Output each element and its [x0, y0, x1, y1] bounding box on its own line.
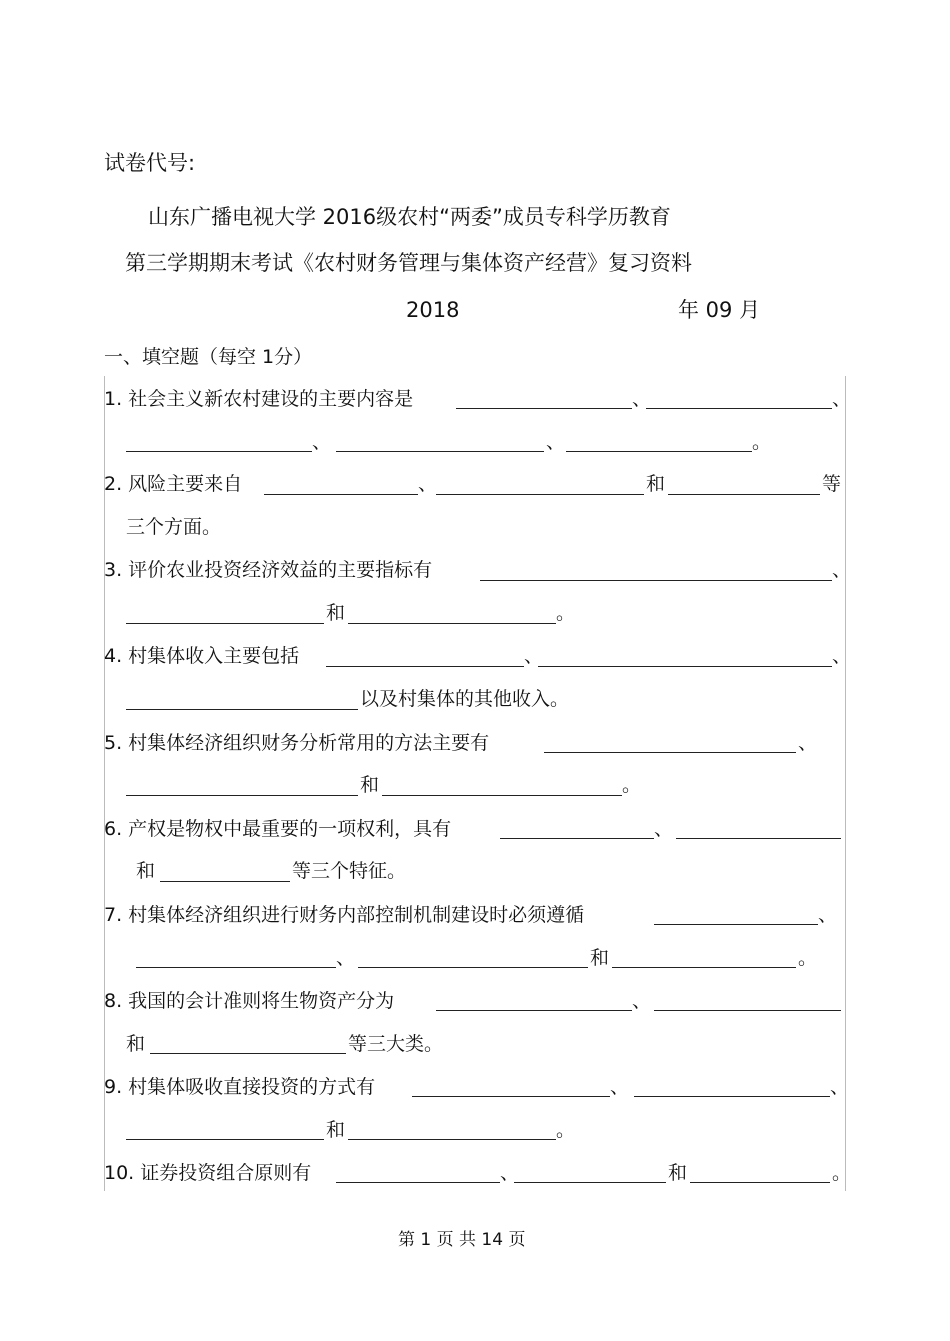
- exam-code-label: 试卷代号:: [104, 151, 196, 175]
- q2-sep-1: 、: [418, 473, 438, 495]
- q10-blank-2[interactable]: [514, 1182, 666, 1183]
- q5-prefix: 5. 村集体经济组织财务分析常用的方法主要有: [104, 732, 490, 754]
- q9-sep-1: 、: [610, 1076, 630, 1098]
- title-line-1: 山东广播电视大学 2016级农村“两委”成员专科学历教育: [148, 205, 671, 229]
- q6-blank-2[interactable]: [676, 838, 841, 839]
- q4-blank-1[interactable]: [326, 666, 524, 667]
- q3-prefix: 3. 评价农业投资经济效益的主要指标有: [104, 559, 433, 581]
- q7-sep-3: 和: [590, 947, 610, 969]
- q9-prefix: 9. 村集体吸收直接投资的方式有: [104, 1076, 376, 1098]
- q7-sep-2: 、: [336, 947, 356, 969]
- q10-prefix: 10. 证券投资组合原则有: [104, 1162, 312, 1184]
- q9-blank-3[interactable]: [126, 1139, 324, 1140]
- q7-blank-1[interactable]: [654, 924, 818, 925]
- q1-blank-1[interactable]: [456, 408, 632, 409]
- q6-end: 等三个特征。: [292, 860, 407, 882]
- q1-blank-5[interactable]: [566, 451, 752, 452]
- q7-end: 。: [798, 947, 818, 969]
- q3-blank-3[interactable]: [348, 623, 556, 624]
- q7-blank-2[interactable]: [136, 967, 336, 968]
- q10-sep-1: 、: [500, 1162, 520, 1184]
- q2-blank-1[interactable]: [264, 494, 418, 495]
- q1-blank-3[interactable]: [126, 451, 312, 452]
- q3-blank-2[interactable]: [126, 623, 324, 624]
- q9-sep-2: 、: [830, 1076, 850, 1098]
- q8-prefix: 8. 我国的会计准则将生物资产分为: [104, 990, 395, 1012]
- q7-sep-1: 、: [818, 904, 838, 926]
- q10-end: 。: [832, 1162, 852, 1184]
- q5-blank-1[interactable]: [544, 752, 796, 753]
- q3-sep-2: 和: [326, 602, 346, 624]
- q1-prefix: 1. 社会主义新农村建设的主要内容是: [104, 388, 414, 410]
- q5-blank-3[interactable]: [382, 795, 622, 796]
- q3-blank-1[interactable]: [480, 580, 832, 581]
- q5-sep-1: 、: [798, 732, 818, 754]
- q9-end: 。: [556, 1119, 576, 1141]
- q1-end: 。: [752, 431, 772, 453]
- content-frame-left: [104, 376, 105, 1191]
- q6-sep-1: 、: [654, 818, 674, 840]
- q5-blank-2[interactable]: [126, 795, 358, 796]
- q1-sep-3: 、: [312, 431, 332, 453]
- q5-sep-2: 和: [360, 774, 380, 796]
- q6-blank-1[interactable]: [500, 838, 654, 839]
- q6-prefix: 6. 产权是物权中最重要的一项权利，具有: [104, 818, 452, 840]
- exam-month: 年 09 月: [678, 298, 761, 322]
- q5-end: 。: [622, 774, 642, 796]
- q7-blank-3[interactable]: [358, 967, 588, 968]
- q7-prefix: 7. 村集体经济组织进行财务内部控制机制建设时必须遵循: [104, 904, 585, 926]
- q1-sep-1: 、: [632, 388, 652, 410]
- q10-blank-3[interactable]: [690, 1182, 830, 1183]
- q6-blank-3[interactable]: [160, 881, 290, 882]
- q10-blank-1[interactable]: [336, 1182, 500, 1183]
- q8-sep-2: 和: [126, 1033, 146, 1055]
- q4-sep-1: 、: [524, 645, 544, 667]
- q9-sep-3: 和: [326, 1119, 346, 1141]
- q4-end: 以及村集体的其他收入。: [360, 688, 570, 710]
- q2-prefix: 2. 风险主要来自: [104, 473, 243, 495]
- q2-blank-3[interactable]: [668, 494, 820, 495]
- content-frame-right: [845, 376, 846, 1191]
- q1-sep-4: 、: [546, 431, 566, 453]
- q9-blank-2[interactable]: [634, 1096, 830, 1097]
- q6-sep-2: 和: [136, 860, 156, 882]
- q8-blank-3[interactable]: [150, 1053, 346, 1054]
- section-title: 一、填空题（每空 1分）: [104, 346, 313, 368]
- q3-end: 。: [556, 602, 576, 624]
- q9-blank-1[interactable]: [412, 1096, 610, 1097]
- exam-year: 2018: [406, 298, 460, 322]
- q8-end: 等三大类。: [348, 1033, 444, 1055]
- q8-blank-1[interactable]: [436, 1010, 632, 1011]
- title-line-2: 第三学期期末考试《农村财务管理与集体资产经营》复习资料: [125, 251, 692, 275]
- q7-blank-4[interactable]: [612, 967, 796, 968]
- page-number: 第 1 页 共 14 页: [398, 1230, 526, 1250]
- q4-blank-2[interactable]: [538, 666, 832, 667]
- q10-sep-2: 和: [668, 1162, 688, 1184]
- q8-sep-1: 、: [632, 990, 652, 1012]
- q1-sep-2: 、: [832, 388, 852, 410]
- q1-blank-2[interactable]: [646, 408, 832, 409]
- q2-sep-3: 等: [822, 473, 842, 495]
- q2-blank-2[interactable]: [436, 494, 644, 495]
- q9-blank-4[interactable]: [348, 1139, 556, 1140]
- q2-sep-2: 和: [646, 473, 666, 495]
- q4-sep-2: 、: [832, 645, 852, 667]
- q8-blank-2[interactable]: [654, 1010, 841, 1011]
- q4-blank-3[interactable]: [126, 709, 358, 710]
- q4-prefix: 4. 村集体收入主要包括: [104, 645, 300, 667]
- q1-blank-4[interactable]: [336, 451, 544, 452]
- q2-line2: 三个方面。: [126, 516, 222, 538]
- q3-sep-1: 、: [832, 559, 852, 581]
